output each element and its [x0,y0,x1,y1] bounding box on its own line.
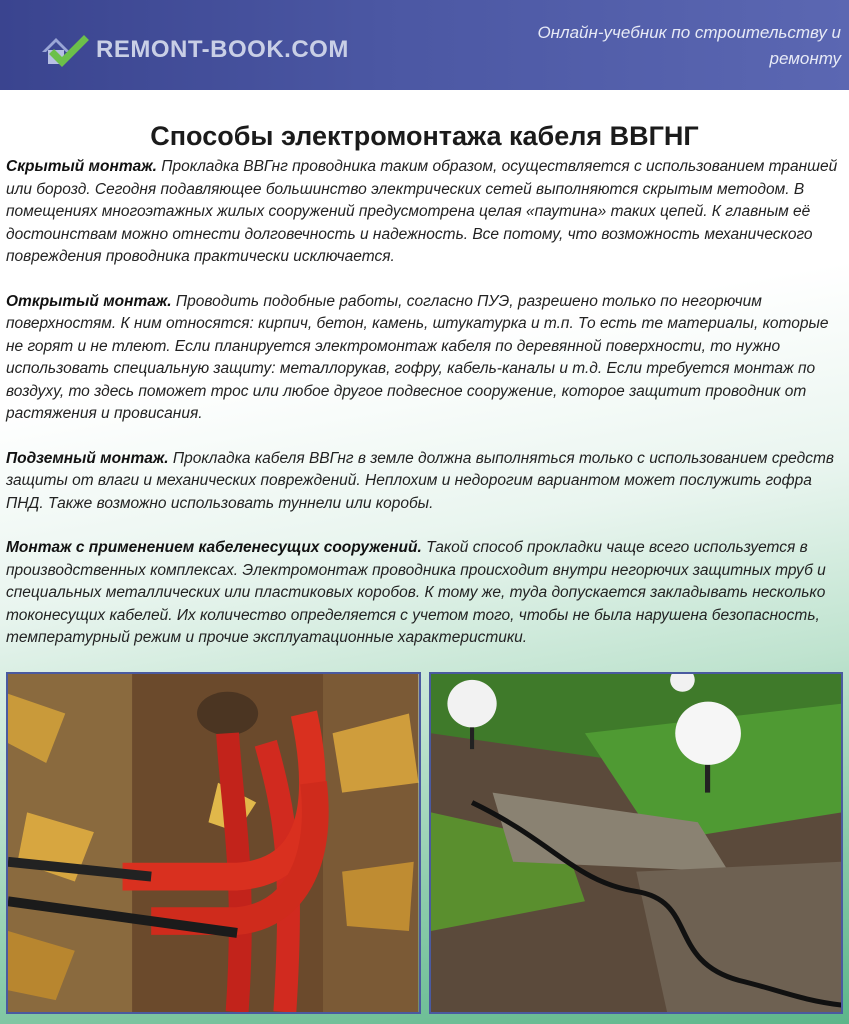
article-title: Способы электромонтажа кабеля ВВГНГ [150,121,699,152]
paragraph-term: Монтаж с применением кабеленесущих сооружений. [6,539,422,556]
site-logo-text[interactable]: REMONT-BOOK.COM [96,36,349,63]
paragraph-text: Прокладка ВВГнг проводника таким образом, осуществляется с использованием траншей или борозд. Сегодня подавляющее большинство электрических сетей выполняются скрытым методом. В помещениях многоэтажных жилых сооружений предусмотрена целая «паутина» таких цепей. К главным её достоинствам можно отнести долговечность и надежность. Все потому, что возможность механического повреждения проводника практически исключается. [6,158,838,265]
paragraph-open-installation [6,291,846,426]
paragraph-term: Открытый монтаж. [6,292,172,310]
photo-row [6,672,843,1014]
paragraph-term: Скрытый монтаж. [6,158,157,175]
paragraph-text: Прокладка кабеля ВВГнг в земле должна выполняться только с использованием средств защиты от влаги и механических повреждений. Неплохим и недорогим вариантом может послужить гофра ПНД. Также возможно использовать туннели или коробы. [6,449,834,512]
article-body [6,156,846,672]
paragraph-hidden-installation [6,156,846,269]
paragraph-cable-structures-installation [6,537,846,650]
house-check-icon[interactable] [38,30,90,70]
paragraph-term: Подземный монтаж. [6,449,169,467]
site-header [0,0,849,90]
site-tagline: Онлайн-учебник по строительству и ремонту [537,23,841,68]
photo-garden-lamps-cable [429,672,844,1014]
paragraph-underground-installation [6,448,846,516]
paragraph-text: Такой способ прокладки чаще всего используется в производственных комплексах. Электромонтаж проводника происходит внутри негорючих защитных труб и специальных металлических или пластиковых коробов. К тому же, туда допускается закладывать несколько токонесущих кабелей. Их количество определяется с учетом того, чтобы не была нарушена безопасность, температурный режим и прочие эксплуатационные характеристики. [6,539,826,646]
photo-trench-corrugated-pipes [6,672,421,1014]
paragraph-text: Проводить подобные работы, согласно ПУЭ, разрешено только по негорючим поверхностям. К ним относятся: кирпич, бетон, камень, штукатурка и т.п. То есть те материалы, которые не горят и не тлеют. Если планируется электромонтаж кабеля по деревянной поверхности, то нужно использовать специальную защиту: металлорукав, гофру, кабель-каналы и т.д. Если требуется монтаж по воздуху, то здесь поможет трос или любое другое подвесное сооружение, которое защитит проводник от растяжения и провисания. [6,292,829,422]
